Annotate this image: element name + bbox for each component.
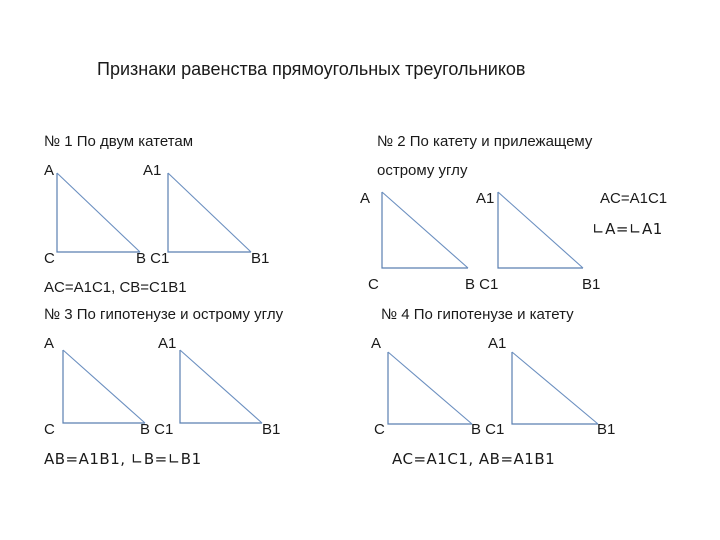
s4-label-a1: A1 [488, 335, 507, 352]
s1-label-b-c1: B C1 [136, 250, 170, 267]
s1-condition: AC=A1C1, CB=C1B1 [44, 279, 187, 296]
s1-label-a1: A1 [143, 162, 162, 179]
s2-label-a: A [360, 190, 371, 207]
s1-label-b1: B1 [251, 250, 270, 267]
s3-heading: № 3 По гипотенузе и острому углу [44, 306, 284, 323]
s2-condition-line1: AC=A1C1 [600, 190, 668, 207]
s2-label-b1: B1 [582, 276, 601, 293]
triangle-abc-s2 [382, 192, 468, 268]
triangle-abc-s4 [388, 352, 472, 424]
triangle-abc-s1 [57, 173, 140, 252]
s3-condition: AB=A1B1, ∟B=∟B1 [44, 450, 202, 468]
s4-condition: AC=A1C1, AB=A1B1 [392, 450, 556, 468]
s2-label-a1: A1 [476, 190, 495, 207]
s4-label-b-c1: B C1 [471, 421, 505, 438]
s3-label-c: C [44, 421, 55, 438]
page-title: Признаки равенства прямоугольных треугольников [97, 59, 526, 79]
s1-label-a: A [44, 162, 55, 179]
s2-heading-line2: острому углу [377, 162, 468, 179]
s1-label-c: C [44, 250, 55, 267]
s2-condition-line2: ∟A=∟A1 [592, 220, 663, 238]
s3-label-b1: B1 [262, 421, 281, 438]
s4-label-b1: B1 [597, 421, 616, 438]
triangle-a1b1c1-s4 [512, 352, 598, 424]
triangle-a1b1c1-s2 [498, 192, 583, 268]
s2-heading-line1: № 2 По катету и прилежащему [377, 133, 593, 150]
s4-heading: № 4 По гипотенузе и катету [381, 306, 574, 323]
s2-label-c: C [368, 276, 379, 293]
s1-heading: № 1 По двум катетам [44, 133, 194, 150]
s4-label-c: C [374, 421, 385, 438]
s3-label-a1: A1 [158, 335, 177, 352]
s3-label-b-c1: B C1 [140, 421, 174, 438]
s4-label-a: A [371, 335, 382, 352]
s2-label-b-c1: B C1 [465, 276, 499, 293]
s3-label-a: A [44, 335, 55, 352]
triangle-a1b1c1-s1 [168, 173, 251, 252]
triangle-abc-s3 [63, 350, 145, 423]
triangle-a1b1c1-s3 [180, 350, 262, 423]
